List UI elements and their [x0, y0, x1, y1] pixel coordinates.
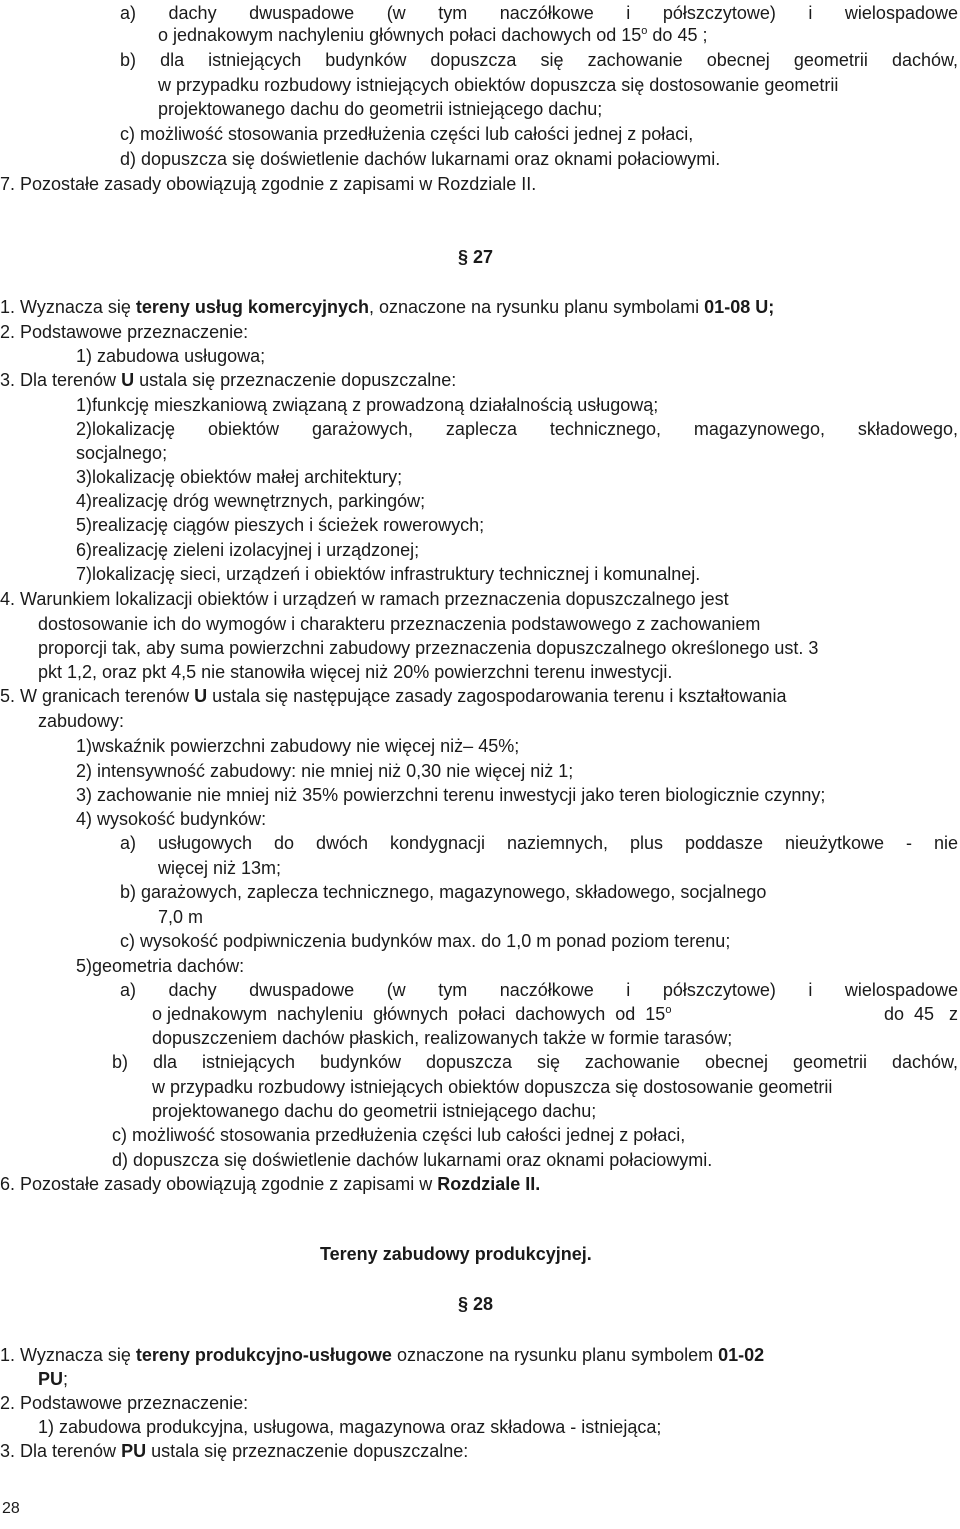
p27-item-3-5: 5)realizację ciągów pieszych i ścieżek rowerowych;	[76, 515, 485, 535]
p27-item-5-4b-cont: 7,0 m	[158, 907, 204, 927]
p27-item-5-5a: a) dachy dwuspadowe (w tym naczółkowe i półszczytowe) i wielospadowe	[120, 980, 958, 1000]
p28-item-2-1: 1) zabudowa produkcyjna, usługowa, magazynowa oraz składowa - istniejąca;	[38, 1417, 662, 1437]
p28-item-2: 2. Podstawowe przeznaczenie:	[0, 1393, 249, 1413]
page-number: 28	[2, 1500, 20, 1517]
p27-item-5-5b-cont2: projektowanego dachu do geometrii istniejącego dachu;	[152, 1101, 597, 1121]
p27-item-5-2: 2) intensywność zabudowy: nie mniej niż 0,30 nie więcej niż 1;	[76, 761, 574, 781]
roof-item-a-line2: o jednakowym nachyleniu głównych połaci dachowych od 15$^o$ do 45 ;	[158, 25, 708, 45]
p28-item-1-cont: PU;	[38, 1369, 69, 1389]
p27-item-5-5a-cont: o jednakowym nachyleniu głównych połaci dachowych od 15 $^o$ do 45 z	[152, 1004, 958, 1024]
p27-item-4-line3: proporcji tak, aby suma powierzchni zabudowy przeznaczenia dopuszczalnego określonego ust. 3	[38, 638, 819, 658]
roof-item-a-line1: a) dachy dwuspadowe (w tym naczółkowe i półszczytowe) i wielospadowe	[120, 3, 958, 23]
p27-item-4-line4: pkt 1,2, oraz pkt 4,5 nie stanowiła więcej niż 20% powierzchni terenu inwestycji.	[38, 662, 673, 682]
p27-item-2: 2. Podstawowe przeznaczenie:	[0, 322, 249, 342]
p27-item-3-3: 3)lokalizację obiektów małej architektury;	[76, 467, 403, 487]
item-7: 7. Pozostałe zasady obowiązują zgodnie z zapisami w Rozdziale II.	[0, 174, 537, 194]
p27-item-5-4a: a) usługowych do dwóch kondygnacji naziemnych, plus poddasze nieużytkowe - nie	[120, 833, 958, 853]
p27-item-5-5b-cont: w przypadku rozbudowy istniejących obiektów dopuszcza się dostosowanie geometrii	[152, 1077, 833, 1097]
p27-item-5-5d: d) dopuszcza się doświetlenie dachów lukarnami oraz oknami połaciowymi.	[112, 1150, 713, 1170]
section-heading: Tereny zabudowy produkcyjnej.	[320, 1244, 592, 1264]
p27-item-5-5c: c) możliwość stosowania przedłużenia części lub całości jednej z połaci,	[112, 1125, 686, 1145]
p27-item-5: 5. W granicach terenów U ustala się następujące zasady zagospodarowania terenu i kształtowania	[0, 686, 787, 706]
p27-item-5-cont: zabudowy:	[38, 711, 125, 731]
roof-item-b-line2: w przypadku rozbudowy istniejących obiektów dopuszcza się dostosowanie geometrii	[158, 75, 839, 95]
p27-item-3-2-cont: socjalnego;	[76, 443, 168, 463]
p27-item-5-5b: b) dla istniejących budynków dopuszcza się zachowanie obecnej geometrii dachów,	[112, 1052, 958, 1072]
p27-item-4-line1: 4. Warunkiem lokalizacji obiektów i urządzeń w ramach przeznaczenia dopuszczalnego jest	[0, 589, 729, 609]
p28-item-3: 3. Dla terenów PU ustala się przeznaczenie dopuszczalne:	[0, 1441, 469, 1461]
p27-item-3-6: 6)realizację zieleni izolacyjnej i urządzonej;	[76, 540, 420, 560]
p27-item-5-4b: b) garażowych, zaplecza technicznego, magazynowego, składowego, socjalnego	[120, 882, 767, 902]
p27-item-5-4: 4) wysokość budynków:	[76, 809, 267, 829]
p27-item-5-4a-cont: więcej niż 13m;	[158, 858, 282, 878]
p27-item-4-line2: dostosowanie ich do wymogów i charakteru przeznaczenia podstawowego z zachowaniem	[38, 614, 761, 634]
p27-item-1: 1. Wyznacza się tereny usług komercyjnych, oznaczone na rysunku planu symbolami 01-08 U;	[0, 297, 775, 317]
p27-item-5-3: 3) zachowanie nie mniej niż 35% powierzchni terenu inwestycji jako teren biologicznie czynny;	[76, 785, 826, 805]
p27-item-3-7: 7)lokalizację sieci, urządzeń i obiektów infrastruktury technicznej i komunalnej.	[76, 564, 701, 584]
roof-item-c: c) możliwość stosowania przedłużenia części lub całości jednej z połaci,	[120, 124, 694, 144]
roof-item-b-line3: projektowanego dachu do geometrii istniejącego dachu;	[158, 99, 603, 119]
paragraph-27-heading: § 27	[458, 247, 494, 267]
p27-item-3-2: 2)lokalizację obiektów garażowych, zaplecza technicznego, magazynowego, składowego,	[76, 419, 958, 439]
p27-item-3-4: 4)realizację dróg wewnętrznych, parkingów;	[76, 491, 426, 511]
section-symbol: §	[458, 247, 469, 267]
p27-item-6: 6. Pozostałe zasady obowiązują zgodnie z zapisami w Rozdziale II.	[0, 1174, 541, 1194]
paragraph-28-heading: § 28	[458, 1294, 494, 1314]
p27-item-5-5: 5)geometria dachów:	[76, 956, 245, 976]
roof-item-b-line1: b) dla istniejących budynków dopuszcza się zachowanie obecnej geometrii dachów,	[120, 50, 958, 70]
p27-item-5-5a-cont2: dopuszczeniem dachów płaskich, realizowanych także w formie tarasów;	[152, 1028, 733, 1048]
p27-item-5-4c: c) wysokość podpiwniczenia budynków max. do 1,0 m ponad poziom terenu;	[120, 931, 731, 951]
p27-item-3-1: 1)funkcję mieszkaniową związaną z prowadzoną działalnością usługową;	[76, 395, 659, 415]
section-symbol: §	[458, 1294, 469, 1314]
p27-item-2-1: 1) zabudowa usługowa;	[76, 346, 266, 366]
p28-item-1: 1. Wyznacza się tereny produkcyjno-usługowe oznaczone na rysunku planu symbolem 01-02	[0, 1345, 765, 1365]
p27-item-3: 3. Dla terenów U ustala się przeznaczenie dopuszczalne:	[0, 370, 457, 390]
p27-item-5-1: 1)wskaźnik powierzchni zabudowy nie więcej niż– 45%;	[76, 736, 520, 756]
roof-item-d: d) dopuszcza się doświetlenie dachów lukarnami oraz oknami połaciowymi.	[120, 149, 721, 169]
